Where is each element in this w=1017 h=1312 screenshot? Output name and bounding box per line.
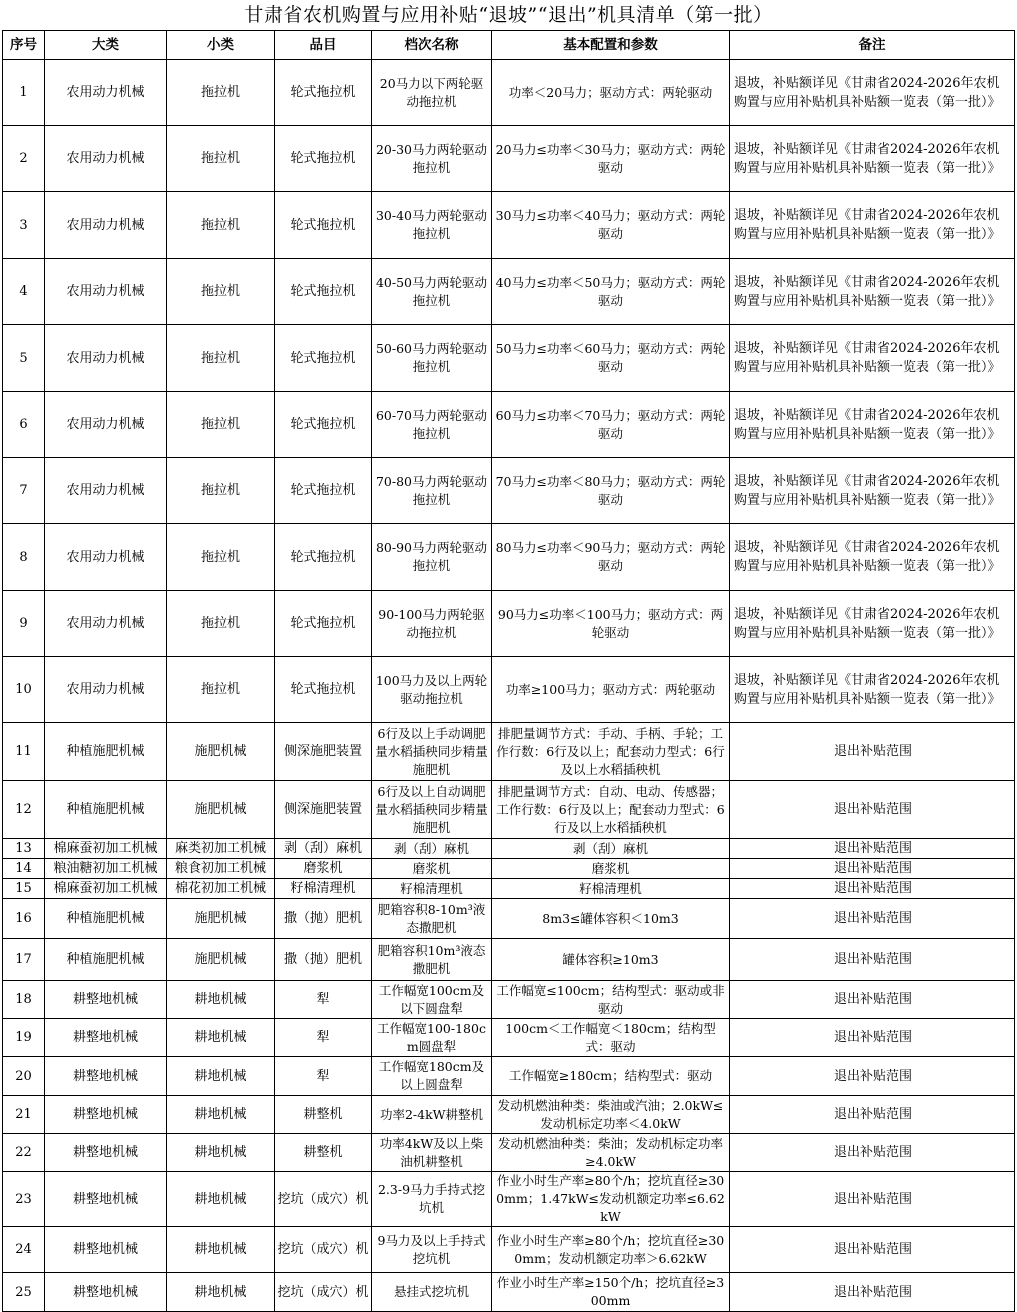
cell-grade-name: 悬挂式挖坑机 [372, 1273, 492, 1312]
cell-major-category: 耕整地机械 [45, 1057, 167, 1096]
cell-minor-category: 施肥机械 [167, 899, 275, 939]
cell-item-name: 轮式拖拉机 [275, 325, 372, 392]
cell-config-params: 80马力≤功率＜90马力；驱动方式：两轮驱动 [492, 524, 730, 591]
table-row [3, 1057, 1015, 1096]
cell-major-category: 农用动力机械 [45, 458, 167, 524]
cell-remark: 退坡，补贴额详见《甘肃省2024-2026年农机购置与应用补贴机具补贴额一览表（第一批）》 [730, 126, 1015, 192]
table-row [3, 1172, 1015, 1227]
cell-minor-category: 拖拉机 [167, 259, 275, 325]
cell-major-category: 农用动力机械 [45, 192, 167, 259]
cell-row-number: 16 [3, 899, 45, 939]
cell-item-name: 挖坑（成穴）机 [275, 1273, 372, 1312]
cell-item-name: 籽棉清理机 [275, 879, 372, 899]
table-row [3, 1134, 1015, 1172]
cell-row-number: 14 [3, 859, 45, 879]
table-row [3, 126, 1015, 192]
header-no: 序号 [3, 31, 45, 60]
table-row [3, 192, 1015, 259]
cell-config-params: 8m3≤罐体容积＜10m3 [492, 899, 730, 939]
cell-config-params: 功率＜20马力；驱动方式：两轮驱动 [492, 60, 730, 126]
cell-remark: 退坡，补贴额详见《甘肃省2024-2026年农机购置与应用补贴机具补贴额一览表（第一批）》 [730, 60, 1015, 126]
cell-config-params: 排肥量调节方式：自动、电动、传感器；工作行数：6行及以上；配套动力型式：6行及以上水稻插秧机 [492, 781, 730, 839]
cell-config-params: 磨浆机 [492, 859, 730, 879]
cell-remark: 退坡，补贴额详见《甘肃省2024-2026年农机购置与应用补贴机具补贴额一览表（第一批）》 [730, 657, 1015, 723]
cell-item-name: 撒（抛）肥机 [275, 899, 372, 939]
cell-major-category: 种植施肥机械 [45, 723, 167, 781]
cell-major-category: 耕整地机械 [45, 1172, 167, 1227]
cell-config-params: 剥（刮）麻机 [492, 839, 730, 859]
table-row [3, 392, 1015, 458]
cell-major-category: 耕整地机械 [45, 1273, 167, 1312]
cell-config-params: 罐体容积≥10m3 [492, 939, 730, 981]
table-row [3, 60, 1015, 126]
cell-minor-category: 施肥机械 [167, 723, 275, 781]
cell-grade-name: 40-50马力两轮驱动拖拉机 [372, 259, 492, 325]
cell-item-name: 犁 [275, 981, 372, 1019]
cell-major-category: 农用动力机械 [45, 524, 167, 591]
cell-grade-name: 30-40马力两轮驱动拖拉机 [372, 192, 492, 259]
cell-minor-category: 耕地机械 [167, 1096, 275, 1134]
cell-remark: 退出补贴范围 [730, 723, 1015, 781]
cell-grade-name: 肥箱容积8-10m³液态撒肥机 [372, 899, 492, 939]
cell-grade-name: 工作幅宽100cm及以下圆盘犁 [372, 981, 492, 1019]
cell-minor-category: 棉花初加工机械 [167, 879, 275, 899]
cell-item-name: 轮式拖拉机 [275, 126, 372, 192]
cell-major-category: 农用动力机械 [45, 657, 167, 723]
cell-item-name: 犁 [275, 1057, 372, 1096]
cell-row-number: 13 [3, 839, 45, 859]
table-row [3, 879, 1015, 899]
cell-remark: 退出补贴范围 [730, 1096, 1015, 1134]
cell-minor-category: 耕地机械 [167, 1227, 275, 1273]
cell-item-name: 挖坑（成穴）机 [275, 1227, 372, 1273]
header-remark: 备注 [730, 31, 1015, 60]
cell-remark: 退出补贴范围 [730, 1172, 1015, 1227]
cell-config-params: 100cm＜工作幅宽＜180cm；结构型式：驱动 [492, 1019, 730, 1057]
cell-remark: 退出补贴范围 [730, 781, 1015, 839]
cell-remark: 退出补贴范围 [730, 1057, 1015, 1096]
cell-major-category: 耕整地机械 [45, 1134, 167, 1172]
cell-remark: 退坡，补贴额详见《甘肃省2024-2026年农机购置与应用补贴机具补贴额一览表（第一批）》 [730, 392, 1015, 458]
cell-minor-category: 耕地机械 [167, 1172, 275, 1227]
cell-major-category: 粮油糖初加工机械 [45, 859, 167, 879]
table-row [3, 1019, 1015, 1057]
table-row [3, 1227, 1015, 1273]
header-major-category: 大类 [45, 31, 167, 60]
cell-row-number: 23 [3, 1172, 45, 1227]
cell-row-number: 11 [3, 723, 45, 781]
cell-major-category: 种植施肥机械 [45, 899, 167, 939]
cell-major-category: 种植施肥机械 [45, 781, 167, 839]
cell-row-number: 5 [3, 325, 45, 392]
cell-item-name: 轮式拖拉机 [275, 60, 372, 126]
cell-major-category: 耕整地机械 [45, 1019, 167, 1057]
cell-remark: 退出补贴范围 [730, 879, 1015, 899]
cell-grade-name: 70-80马力两轮驱动拖拉机 [372, 458, 492, 524]
cell-config-params: 工作幅宽≤100cm；结构型式：驱动或非驱动 [492, 981, 730, 1019]
cell-row-number: 7 [3, 458, 45, 524]
cell-minor-category: 耕地机械 [167, 1134, 275, 1172]
cell-grade-name: 6行及以上自动调肥量水稻插秧同步精量施肥机 [372, 781, 492, 839]
cell-minor-category: 拖拉机 [167, 458, 275, 524]
cell-config-params: 作业小时生产率≥80个/h；挖坑直径≥300mm；1.47kW≤发动机额定功率≤6.62kW [492, 1172, 730, 1227]
cell-remark: 退出补贴范围 [730, 859, 1015, 879]
cell-row-number: 25 [3, 1273, 45, 1312]
cell-grade-name: 磨浆机 [372, 859, 492, 879]
cell-item-name: 耕整机 [275, 1134, 372, 1172]
cell-config-params: 发动机燃油种类：柴油或汽油；2.0kW≤发动机标定功率＜4.0kW [492, 1096, 730, 1134]
cell-config-params: 功率≥100马力；驱动方式：两轮驱动 [492, 657, 730, 723]
cell-grade-name: 工作幅宽180cm及以上圆盘犁 [372, 1057, 492, 1096]
cell-item-name: 轮式拖拉机 [275, 458, 372, 524]
cell-item-name: 轮式拖拉机 [275, 392, 372, 458]
cell-minor-category: 拖拉机 [167, 192, 275, 259]
cell-item-name: 轮式拖拉机 [275, 259, 372, 325]
cell-minor-category: 拖拉机 [167, 325, 275, 392]
cell-grade-name: 20马力以下两轮驱动拖拉机 [372, 60, 492, 126]
cell-remark: 退出补贴范围 [730, 981, 1015, 1019]
equipment-table [2, 30, 1015, 1312]
cell-row-number: 6 [3, 392, 45, 458]
cell-minor-category: 拖拉机 [167, 657, 275, 723]
cell-remark: 退出补贴范围 [730, 1134, 1015, 1172]
cell-item-name: 撒（抛）肥机 [275, 939, 372, 981]
cell-major-category: 农用动力机械 [45, 126, 167, 192]
cell-remark: 退坡，补贴额详见《甘肃省2024-2026年农机购置与应用补贴机具补贴额一览表（第一批）》 [730, 458, 1015, 524]
cell-config-params: 工作幅宽≥180cm；结构型式：驱动 [492, 1057, 730, 1096]
cell-item-name: 侧深施肥装置 [275, 781, 372, 839]
cell-row-number: 17 [3, 939, 45, 981]
cell-row-number: 4 [3, 259, 45, 325]
cell-row-number: 3 [3, 192, 45, 259]
cell-major-category: 农用动力机械 [45, 392, 167, 458]
table-row [3, 591, 1015, 657]
cell-minor-category: 拖拉机 [167, 60, 275, 126]
cell-remark: 退坡，补贴额详见《甘肃省2024-2026年农机购置与应用补贴机具补贴额一览表（第一批）》 [730, 524, 1015, 591]
cell-remark: 退坡，补贴额详见《甘肃省2024-2026年农机购置与应用补贴机具补贴额一览表（第一批）》 [730, 325, 1015, 392]
cell-grade-name: 功率4kW及以上柴油机耕整机 [372, 1134, 492, 1172]
cell-row-number: 1 [3, 60, 45, 126]
table-row [3, 458, 1015, 524]
cell-grade-name: 籽棉清理机 [372, 879, 492, 899]
cell-item-name: 犁 [275, 1019, 372, 1057]
page-title: 甘肃省农机购置与应用补贴“退坡”“退出”机具清单（第一批） [244, 4, 773, 26]
cell-config-params: 作业小时生产率≥150个/h；挖坑直径≥300mm [492, 1273, 730, 1312]
cell-config-params: 30马力≤功率＜40马力；驱动方式：两轮驱动 [492, 192, 730, 259]
cell-grade-name: 60-70马力两轮驱动拖拉机 [372, 392, 492, 458]
cell-major-category: 农用动力机械 [45, 325, 167, 392]
cell-minor-category: 耕地机械 [167, 981, 275, 1019]
cell-grade-name: 90-100马力两轮驱动拖拉机 [372, 591, 492, 657]
cell-config-params: 排肥量调节方式：手动、手柄、手轮；工作行数：6行及以上；配套动力型式：6行及以上水稻插秧机 [492, 723, 730, 781]
table-row [3, 524, 1015, 591]
cell-row-number: 20 [3, 1057, 45, 1096]
cell-remark: 退坡，补贴额详见《甘肃省2024-2026年农机购置与应用补贴机具补贴额一览表（第一批）》 [730, 259, 1015, 325]
cell-config-params: 40马力≤功率＜50马力；驱动方式：两轮驱动 [492, 259, 730, 325]
cell-config-params: 发动机燃油种类：柴油；发动机标定功率≥4.0kW [492, 1134, 730, 1172]
cell-item-name: 挖坑（成穴）机 [275, 1172, 372, 1227]
cell-row-number: 19 [3, 1019, 45, 1057]
cell-grade-name: 6行及以上手动调肥量水稻插秧同步精量施肥机 [372, 723, 492, 781]
cell-remark: 退坡，补贴额详见《甘肃省2024-2026年农机购置与应用补贴机具补贴额一览表（第一批）》 [730, 192, 1015, 259]
cell-config-params: 20马力≤功率＜30马力；驱动方式：两轮驱动 [492, 126, 730, 192]
cell-config-params: 60马力≤功率＜70马力；驱动方式：两轮驱动 [492, 392, 730, 458]
cell-remark: 退出补贴范围 [730, 1273, 1015, 1312]
cell-major-category: 棉麻蚕初加工机械 [45, 839, 167, 859]
cell-remark: 退出补贴范围 [730, 899, 1015, 939]
cell-item-name: 轮式拖拉机 [275, 591, 372, 657]
header-row [3, 31, 1015, 60]
cell-grade-name: 剥（刮）麻机 [372, 839, 492, 859]
cell-minor-category: 施肥机械 [167, 939, 275, 981]
table-row [3, 259, 1015, 325]
cell-row-number: 18 [3, 981, 45, 1019]
cell-config-params: 90马力≤功率＜100马力；驱动方式：两轮驱动 [492, 591, 730, 657]
cell-remark: 退出补贴范围 [730, 1019, 1015, 1057]
table-row [3, 657, 1015, 723]
cell-row-number: 8 [3, 524, 45, 591]
header-config-params: 基本配置和参数 [492, 31, 730, 60]
cell-grade-name: 100马力及以上两轮驱动拖拉机 [372, 657, 492, 723]
cell-minor-category: 麻类初加工机械 [167, 839, 275, 859]
cell-major-category: 农用动力机械 [45, 259, 167, 325]
cell-remark: 退出补贴范围 [730, 939, 1015, 981]
cell-config-params: 50马力≤功率＜60马力；驱动方式：两轮驱动 [492, 325, 730, 392]
cell-item-name: 侧深施肥装置 [275, 723, 372, 781]
cell-row-number: 10 [3, 657, 45, 723]
cell-minor-category: 施肥机械 [167, 781, 275, 839]
cell-row-number: 12 [3, 781, 45, 839]
cell-major-category: 耕整地机械 [45, 1227, 167, 1273]
table-row [3, 325, 1015, 392]
table-row [3, 1273, 1015, 1312]
table-row [3, 859, 1015, 879]
cell-major-category: 农用动力机械 [45, 60, 167, 126]
cell-row-number: 9 [3, 591, 45, 657]
cell-remark: 退出补贴范围 [730, 839, 1015, 859]
table-row [3, 981, 1015, 1019]
header-item: 品目 [275, 31, 372, 60]
table-row [3, 1096, 1015, 1134]
cell-grade-name: 肥箱容积10m³液态撒肥机 [372, 939, 492, 981]
cell-remark: 退出补贴范围 [730, 1227, 1015, 1273]
cell-minor-category: 耕地机械 [167, 1273, 275, 1312]
cell-grade-name: 9马力及以上手持式挖坑机 [372, 1227, 492, 1273]
table-row [3, 781, 1015, 839]
table-row [3, 899, 1015, 939]
cell-item-name: 轮式拖拉机 [275, 192, 372, 259]
cell-grade-name: 50-60马力两轮驱动拖拉机 [372, 325, 492, 392]
cell-config-params: 籽棉清理机 [492, 879, 730, 899]
cell-config-params: 作业小时生产率≥80个/h；挖坑直径≥300mm；发动机额定功率＞6.62kW [492, 1227, 730, 1273]
cell-row-number: 2 [3, 126, 45, 192]
cell-major-category: 耕整地机械 [45, 1096, 167, 1134]
cell-grade-name: 80-90马力两轮驱动拖拉机 [372, 524, 492, 591]
cell-minor-category: 耕地机械 [167, 1057, 275, 1096]
header-grade-name: 档次名称 [372, 31, 492, 60]
cell-row-number: 21 [3, 1096, 45, 1134]
cell-minor-category: 拖拉机 [167, 524, 275, 591]
cell-row-number: 22 [3, 1134, 45, 1172]
cell-major-category: 耕整地机械 [45, 981, 167, 1019]
cell-item-name: 轮式拖拉机 [275, 524, 372, 591]
table-row [3, 839, 1015, 859]
cell-row-number: 24 [3, 1227, 45, 1273]
cell-remark: 退坡，补贴额详见《甘肃省2024-2026年农机购置与应用补贴机具补贴额一览表（第一批）》 [730, 591, 1015, 657]
cell-major-category: 棉麻蚕初加工机械 [45, 879, 167, 899]
cell-item-name: 轮式拖拉机 [275, 657, 372, 723]
cell-minor-category: 拖拉机 [167, 392, 275, 458]
cell-config-params: 70马力≤功率＜80马力；驱动方式：两轮驱动 [492, 458, 730, 524]
cell-grade-name: 2.3-9马力手持式挖坑机 [372, 1172, 492, 1227]
cell-major-category: 种植施肥机械 [45, 939, 167, 981]
cell-minor-category: 耕地机械 [167, 1019, 275, 1057]
cell-minor-category: 粮食初加工机械 [167, 859, 275, 879]
cell-grade-name: 20-30马力两轮驱动拖拉机 [372, 126, 492, 192]
cell-item-name: 耕整机 [275, 1096, 372, 1134]
cell-grade-name: 工作幅宽100-180cm圆盘犁 [372, 1019, 492, 1057]
table-row [3, 939, 1015, 981]
cell-item-name: 剥（刮）麻机 [275, 839, 372, 859]
cell-major-category: 农用动力机械 [45, 591, 167, 657]
cell-item-name: 磨浆机 [275, 859, 372, 879]
cell-grade-name: 功率2-4kW耕整机 [372, 1096, 492, 1134]
cell-minor-category: 拖拉机 [167, 591, 275, 657]
cell-row-number: 15 [3, 879, 45, 899]
header-minor-category: 小类 [167, 31, 275, 60]
table-row [3, 723, 1015, 781]
cell-minor-category: 拖拉机 [167, 126, 275, 192]
